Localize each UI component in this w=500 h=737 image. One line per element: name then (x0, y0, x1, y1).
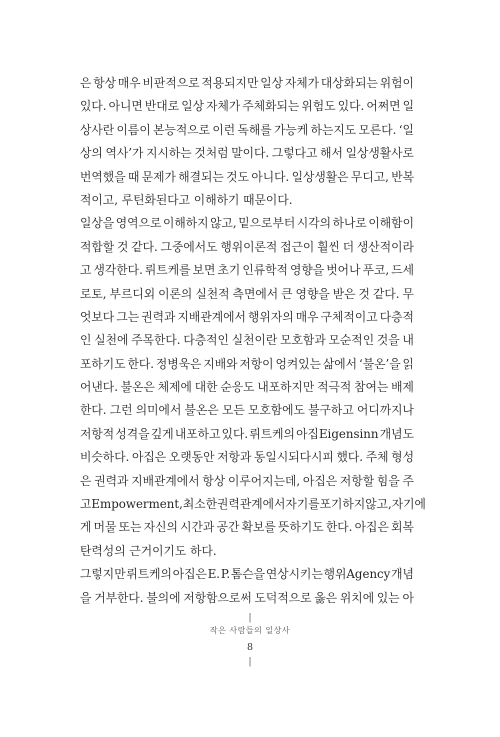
word: 참여는 (354, 380, 389, 395)
line-text: 적이고, 루틴화된다고 이해하기 때문이다. (80, 192, 293, 207)
word: 아 (402, 590, 414, 605)
word: 적용되지만 (201, 76, 259, 90)
page-number: 8 (246, 642, 254, 653)
word: 개념도 (379, 426, 414, 441)
word: 아니다. (251, 169, 290, 184)
word: ‘불온’을 (358, 356, 401, 371)
word: 확보를 (241, 520, 276, 535)
word: 주체화되는 (242, 99, 300, 114)
word: 성격을 (115, 426, 150, 441)
word: 엉켜있는 (275, 356, 322, 371)
text-line (80, 493, 426, 516)
word: 것처럼 (194, 146, 229, 161)
text-line (80, 212, 414, 235)
word: 대한 (194, 380, 218, 395)
word: 엇보다 (80, 309, 115, 324)
word: 말이다. (231, 146, 270, 161)
word: 훨씬 (317, 239, 340, 254)
word: 최소한 (182, 497, 218, 512)
word: 모호함에도 (247, 403, 305, 418)
word: 같다. (131, 239, 158, 254)
word: 영향을 (295, 286, 330, 301)
line-text: 탄력성의 근거이기도 하다. (80, 543, 217, 558)
word: 행위이론적 (220, 239, 278, 254)
word: 거부한다. (94, 590, 144, 605)
word: 접근이 (280, 239, 315, 254)
word: 뤼트케의 (126, 567, 172, 582)
word: 인류학적 (242, 263, 288, 278)
word: 깊게 (150, 426, 174, 441)
word: 권력과 (141, 309, 176, 324)
text-line (80, 95, 414, 118)
text-line (80, 329, 414, 352)
word: 은 (80, 76, 92, 90)
word: 때 (127, 169, 140, 184)
word: 측면에서 (232, 286, 279, 301)
word: 행위Agency (323, 567, 391, 582)
word: 일상 (181, 99, 204, 114)
word: P. (220, 567, 231, 582)
word: 자체가 (206, 99, 241, 114)
word: 했다. (336, 450, 364, 465)
word: 일 (402, 99, 414, 114)
word: 권력과 (94, 473, 129, 488)
word: 벗어나 (326, 263, 361, 278)
text-line (80, 470, 414, 493)
footer-rule-top: | (248, 613, 252, 623)
word: 더 (342, 239, 355, 254)
word: 역사’가 (105, 146, 144, 161)
word: 그렇지만 (80, 567, 126, 582)
word: 하나로 (332, 216, 367, 231)
word: 밑으로부터 (238, 216, 296, 231)
word: 이루어지는데, (227, 473, 301, 488)
word: 일상생활사로 (345, 146, 414, 161)
word: 어디까지나 (356, 403, 414, 418)
word: 가능케 (274, 122, 309, 137)
text-line (80, 587, 414, 610)
word: 보면 (192, 263, 216, 278)
text-line (80, 189, 414, 212)
word: 상사란 (80, 122, 115, 137)
word: 불구하고 (308, 403, 354, 418)
word: 한다. (325, 520, 353, 535)
word: 위험도 (301, 99, 336, 114)
word: 다층적인 (183, 333, 229, 348)
text-line (80, 236, 414, 259)
word: 아니면 (108, 99, 143, 114)
word: 것 (358, 286, 370, 301)
word: 불온은 (120, 380, 155, 395)
word: 머물 (93, 520, 117, 535)
word: 도덕적으로 (254, 590, 312, 605)
word: E. (207, 567, 221, 582)
word: 불의에 (146, 590, 181, 605)
word: 읽 (402, 356, 414, 371)
word: 저항할 (339, 473, 375, 488)
word: 위치에 (339, 590, 375, 605)
word: 반대로 (144, 99, 180, 114)
word: 있는 (376, 590, 400, 605)
word: 아집Eigensinn (296, 426, 379, 441)
word: 모순적인 (328, 333, 375, 348)
word: 불온은 (184, 403, 219, 418)
word: 지배와 (203, 356, 238, 371)
word: 아집은 (172, 567, 207, 582)
word: 이해하지 (162, 216, 209, 231)
word: 이런 (212, 122, 236, 137)
word: 실천적 (195, 286, 230, 301)
word: 그런 (109, 403, 133, 418)
word: 있다. (80, 99, 107, 114)
word: 행위자의 (248, 309, 294, 324)
word: 푸코, (362, 263, 390, 278)
word: 본능적으로 (153, 122, 211, 137)
word: 지배관계에서 (131, 473, 200, 488)
word: 내포하고 (174, 426, 221, 441)
word: 그렇다고 (271, 146, 318, 161)
text-line (80, 72, 414, 95)
word: 것도 (226, 169, 249, 184)
word: 형성 (391, 450, 414, 465)
word: 그중에서도 (160, 239, 218, 254)
word: 비판적으로 (142, 76, 200, 90)
word: 순응도 (220, 380, 255, 395)
word: 일상을 (80, 216, 115, 231)
word: 게 (80, 520, 92, 535)
footer-rule-bottom: | (248, 657, 252, 667)
word: 내 (402, 333, 414, 348)
word: 영향을 (290, 263, 325, 278)
word: 배제 (391, 380, 414, 395)
word: 문제가 (141, 169, 176, 184)
word: 일상생활은 (291, 169, 349, 184)
word: 체제에 (157, 380, 192, 395)
word: 큰 (281, 286, 293, 301)
word: 뜻하기도 (278, 520, 324, 535)
word: 자기에 (391, 497, 426, 512)
word: 실천이란 (231, 333, 278, 348)
text-line (80, 563, 414, 586)
word: 연상시키는 (265, 567, 323, 582)
text-line (80, 353, 414, 376)
word: 초기 (217, 263, 241, 278)
text-line (80, 516, 414, 539)
word: 생산적이라 (356, 239, 414, 254)
word: 적극적 (317, 380, 352, 395)
word: 오랫동안 (168, 450, 215, 465)
word: 동일시되다시피 (254, 450, 334, 465)
word: ‘일 (398, 122, 414, 137)
word: 구체적이고 (320, 309, 378, 324)
word: 뤼트케를 (144, 263, 191, 278)
text-line (80, 259, 414, 282)
word: 의미에서 (135, 403, 182, 418)
word: 내포하지만 (257, 380, 315, 395)
word: 다층적 (379, 309, 414, 324)
text-line (80, 423, 414, 446)
word: 저항적 (80, 426, 115, 441)
word: 인 (80, 333, 92, 348)
word: 않고, (210, 216, 237, 231)
word: 해결되는 (178, 169, 224, 184)
word: 독해를 (237, 122, 272, 137)
word: 자기를 (285, 497, 320, 512)
word: 주목한다. (131, 333, 181, 348)
text-line (80, 376, 414, 399)
word: 비슷하다. (80, 450, 130, 465)
word: 한다. (80, 403, 107, 418)
word: 일상 (260, 76, 283, 90)
word: 반복 (391, 169, 414, 184)
word: 것 (117, 239, 129, 254)
text-line (80, 119, 414, 142)
text-line (80, 283, 414, 306)
word: 무디고, (350, 169, 389, 184)
word: 상의 (80, 146, 103, 161)
word: 적합할 (80, 239, 115, 254)
word: 옳은 (314, 590, 338, 605)
word: 위험이 (379, 76, 414, 90)
word: 자체가 (284, 76, 320, 90)
text-line (80, 142, 414, 165)
word: 않고, (365, 497, 392, 512)
word: 이름이 (116, 122, 151, 137)
running-title: 작은 사람들의 일상사 (209, 626, 291, 635)
word: 항상 (202, 473, 226, 488)
word: 실천에 (94, 333, 129, 348)
word: 로토, (80, 286, 107, 301)
word: 포하기도 (80, 356, 126, 371)
word: 있다. (221, 426, 249, 441)
word: 삶에서 (322, 356, 358, 371)
word: 자신의 (143, 520, 178, 535)
word: 모른다. (358, 122, 397, 137)
word: 정병욱은 (155, 356, 202, 371)
word: 이론의 (158, 286, 193, 301)
word: 저항함으로써 (183, 590, 252, 605)
word: 모호함과 (280, 333, 326, 348)
word: 하는지도 (310, 122, 357, 137)
word: 번역했을 (80, 169, 126, 184)
word: 받은 (332, 286, 356, 301)
word: 아집은 (354, 520, 389, 535)
word: 지시하는 (146, 146, 192, 161)
text-line (80, 306, 414, 329)
word: 드세 (391, 263, 414, 278)
word: 모든 (221, 403, 245, 418)
word: 같다. (372, 286, 400, 301)
word: 있다. (337, 99, 365, 114)
word: 아집은 (132, 450, 167, 465)
word: 그는 (116, 309, 140, 324)
word: 부르디외 (109, 286, 156, 301)
word: 영역으로 (115, 216, 162, 231)
word: 매우 (295, 309, 319, 324)
word: 공간 (216, 520, 240, 535)
text-line (80, 540, 414, 563)
word: 고 (80, 263, 92, 278)
word: 해서 (320, 146, 343, 161)
text-line (80, 446, 414, 469)
word: 항상 (93, 76, 117, 90)
word: 한다. (127, 356, 154, 371)
word: 은 (80, 473, 92, 488)
word: 시각의 (296, 216, 332, 231)
word: 대상화되는 (320, 76, 378, 90)
word: 생각한다. (93, 263, 143, 278)
word: 고Empowerment, (80, 497, 183, 512)
word: 아집은 (302, 473, 338, 488)
word: 주 (402, 473, 414, 488)
word: 것을 (376, 333, 400, 348)
word: 어쩌면 (366, 99, 401, 114)
word: 저항과 (217, 450, 252, 465)
text-line (80, 166, 414, 189)
word: 또는 (118, 520, 142, 535)
word: 권력관계에서 (217, 497, 286, 512)
word: 주체 (365, 450, 389, 465)
word: 개념 (391, 567, 414, 582)
word: 톰슨을 (230, 567, 266, 582)
word: 어낸다. (80, 380, 118, 395)
body-text (80, 72, 426, 610)
word: 을 (80, 590, 92, 605)
word: 지배관계에서 (177, 309, 246, 324)
text-line (80, 399, 414, 422)
word: 포기하지 (319, 497, 366, 512)
word: 회복 (391, 520, 414, 535)
word: 힘을 (376, 473, 400, 488)
word: 뤼트케의 (249, 426, 295, 441)
word: 시간과 (180, 520, 215, 535)
word: 매우 (117, 76, 141, 90)
word: 이해함이 (368, 216, 414, 231)
word: 무 (402, 286, 414, 301)
word: 저항이 (239, 356, 274, 371)
